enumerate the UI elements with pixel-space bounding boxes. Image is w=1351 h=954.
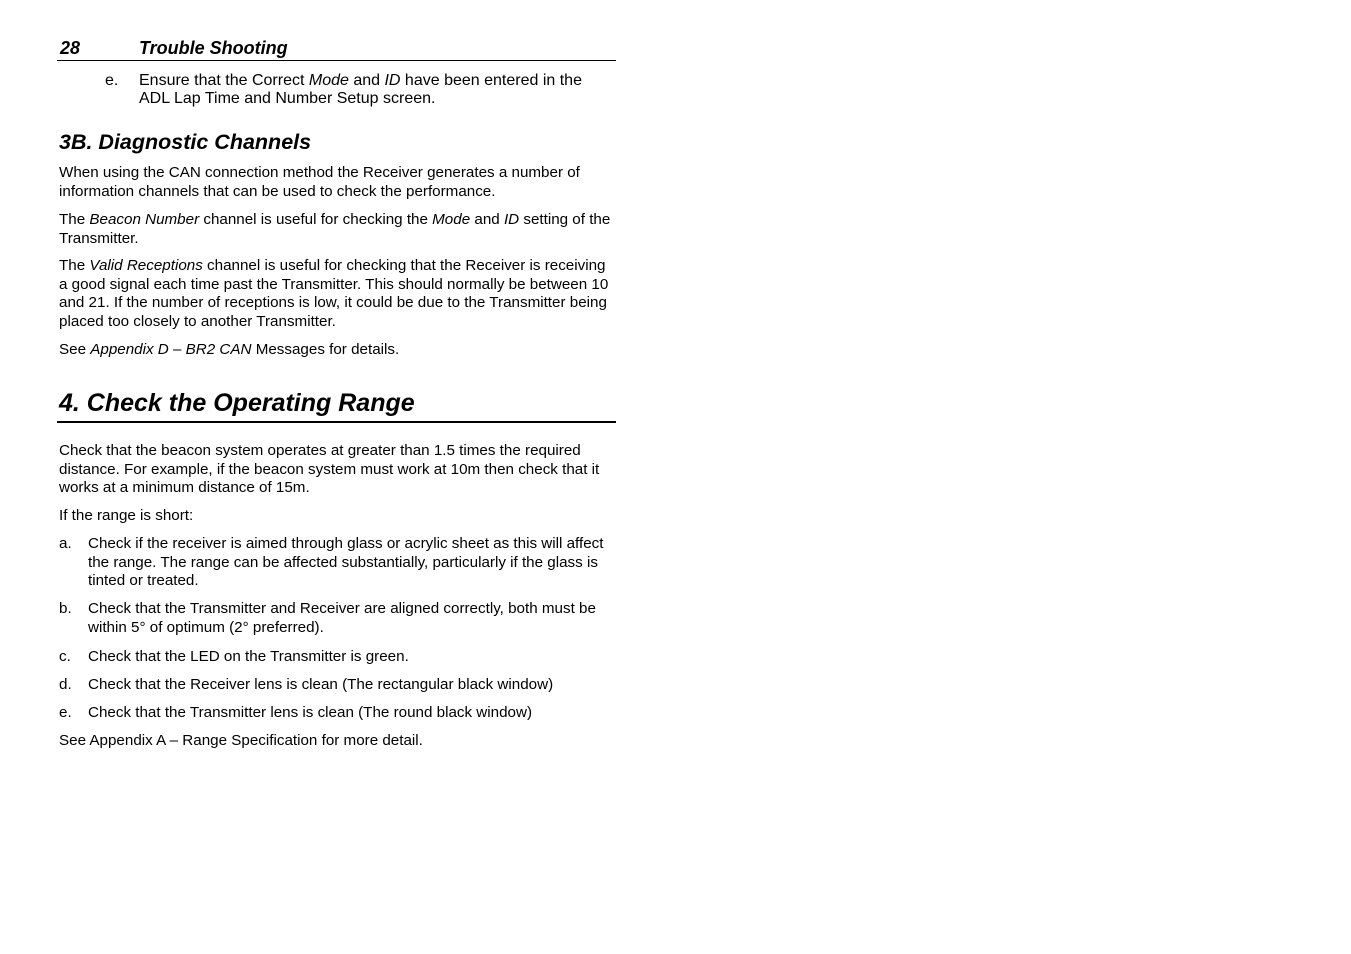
list-item [59,704,616,723]
list-item-text: Check that the Receiver lens is clean (The rectangular black window) [88,676,554,693]
list-item [59,676,616,695]
list-item-text: Check that the Transmitter and Receiver are aligned correctly, both must be within 5° of optimum (2° preferred). [88,600,596,636]
list-item-text: Check that the Transmitter lens is clean (The round black window) [88,704,533,721]
list-item-label: b. [59,600,72,617]
paragraph: If the range is short: [59,507,194,524]
list-item-label: c. [59,648,71,665]
section-title: 4. Check the Operating Range [57,387,616,423]
list-item-text: Check that the LED on the Transmitter is green. [88,648,409,665]
paragraph: See Appendix D – BR2 CAN Messages for details. [59,341,400,358]
list-item-label: e. [59,704,72,721]
list-item [59,648,616,667]
paragraph: Check that the beacon system operates at greater than 1.5 times the required distance. For example, if the beacon system must work at 10m then check that it works at a minimum distance of 15m. [59,442,600,497]
running-header [57,38,616,61]
list-item: e. Ensure that the Correct Mode and ID have been entered in the ADL Lap Time and Number Setup screen. [105,72,582,107]
section-heading: 3B. Diagnostic Channels [59,130,312,154]
list-item-label: a. [59,535,72,552]
chapter-title: Trouble Shooting [139,38,288,58]
list-item-label: e. [105,72,119,89]
paragraph: The Beacon Number channel is useful for checking the Mode and ID setting of the Transmitter. [59,211,611,247]
list-item [59,600,616,637]
list-item-label: d. [59,676,72,693]
page-number: 28 [60,38,81,58]
paragraph: When using the CAN connection method the Receiver generates a number of information channels that can be used to check the performance. [59,164,580,200]
list-item [59,535,616,591]
paragraph: See Appendix A – Range Specification for more detail. [59,732,423,749]
list-item-text: Check if the receiver is aimed through glass or acrylic sheet as this will affect the range. The range can be affected substantially, particularly if the glass is tinted or treated. [88,535,604,590]
paragraph: The Valid Receptions channel is useful for checking that the Receiver is receiving a good signal each time past the Transmitter. This should normally be between 10 and 21. If the number of receptions is low, it could be due to the Transmitter being placed too closely to another Transmitter. [59,257,609,330]
